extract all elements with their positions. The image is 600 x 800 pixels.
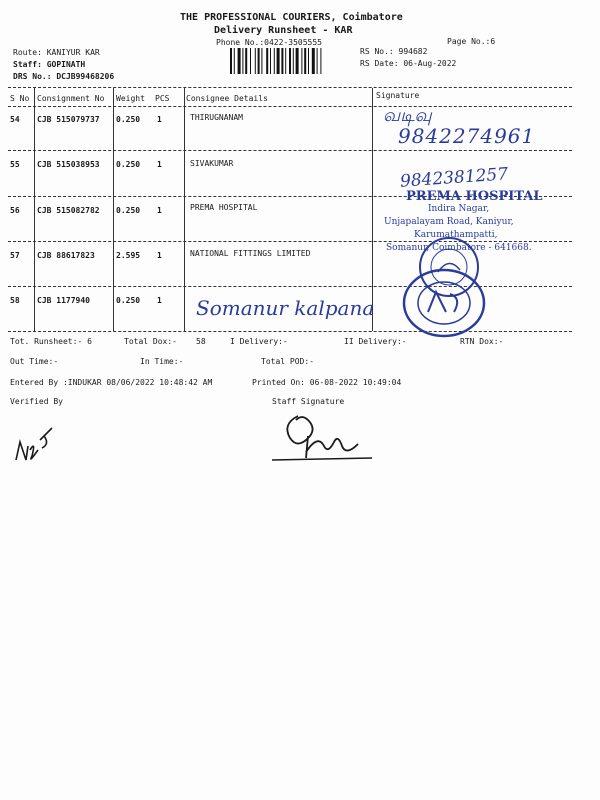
- column-divider: [184, 88, 185, 331]
- barcode-bar: [320, 48, 321, 74]
- row-sno: 57: [10, 251, 20, 260]
- table-bottom-rule: [8, 331, 572, 332]
- total-pod-label: Total POD:-: [261, 357, 314, 366]
- ii-delivery-label: II Delivery:-: [344, 337, 407, 346]
- column-divider: [113, 88, 114, 331]
- column-divider: [372, 88, 373, 331]
- header-consignee: Consignee Details: [186, 94, 268, 103]
- round-seal-icon: [402, 268, 486, 338]
- barcode-bar: [234, 48, 235, 74]
- header-weight: Weight: [116, 94, 145, 103]
- barcode-bar: [245, 48, 247, 74]
- row-pcs: 1: [157, 251, 162, 260]
- row-weight: 0.250: [116, 115, 141, 124]
- handwritten-name: வடிவு: [383, 105, 432, 126]
- barcode-bar: [281, 48, 283, 74]
- row-sno: 54: [10, 115, 20, 124]
- barcode-bar: [250, 48, 251, 74]
- printed-on: Printed On: 06-08-2022 10:49:04: [252, 378, 402, 387]
- handwritten-consignee: Somanur kalpana: [196, 296, 375, 320]
- row-consignment: CJB 515082782: [37, 206, 100, 215]
- row-consignee: THIRUGNANAM: [190, 113, 243, 122]
- stamp-line: Somanur, Coimbatore - 641668.: [386, 243, 532, 253]
- handwritten-phone: 9842274961: [398, 124, 536, 148]
- row-pcs: 1: [157, 115, 162, 124]
- row-sno: 55: [10, 160, 20, 169]
- barcode-bar: [270, 48, 271, 74]
- row-weight: 0.250: [116, 296, 141, 305]
- row-sno: 58: [10, 296, 20, 305]
- document-title: Delivery Runsheet - KAR: [214, 25, 353, 36]
- row-consignment: CJB 88617823: [37, 251, 95, 260]
- barcode-bar: [274, 48, 275, 74]
- header-consignment: Consignment No: [37, 94, 105, 103]
- stamp-hospital-name: PREMA HOSPITAL: [406, 189, 543, 204]
- stamp-line: Karumathampatti,: [414, 230, 498, 240]
- barcode-bar: [277, 48, 280, 74]
- row-consignee: PREMA HOSPITAL: [190, 203, 258, 212]
- staff-signature-label: Staff Signature: [272, 397, 345, 406]
- rtn-dox-label: RTN Dox:-: [460, 337, 504, 346]
- barcode-bar: [242, 48, 243, 74]
- barcode-bar: [317, 48, 318, 74]
- header-pcs: PCS: [155, 94, 170, 103]
- row-consignment: CJB 515079737: [37, 115, 100, 124]
- row-rule: [8, 241, 572, 242]
- in-time-label: In Time:-: [140, 357, 184, 366]
- barcode-bar: [238, 48, 241, 74]
- barcode-bar: [261, 48, 262, 74]
- verifier-signature-icon: [10, 410, 54, 466]
- row-rule: [8, 150, 572, 151]
- barcode: [230, 48, 348, 74]
- entered-by: Entered By :INDUKAR 08/06/2022 10:48:42 AM: [10, 378, 213, 387]
- barcode-bar: [230, 48, 232, 74]
- row-pcs: 1: [157, 160, 162, 169]
- barcode-bar: [289, 48, 291, 74]
- barcode-bar: [285, 48, 286, 74]
- barcode-bar: [296, 48, 299, 74]
- row-weight: 2.595: [116, 251, 141, 260]
- verified-by-label: Verified By: [10, 397, 63, 406]
- drs-number: DRS No.: DCJB99468206: [13, 72, 115, 81]
- total-dox-value: 58: [196, 337, 206, 346]
- barcode-bar: [293, 48, 294, 74]
- out-time-label: Out Time:-: [10, 357, 59, 366]
- row-weight: 0.250: [116, 160, 141, 169]
- phone-number: Phone No.:0422-3505555: [216, 38, 322, 47]
- handwritten-signature: 9842381257: [399, 164, 509, 192]
- staff-label: Staff: GOPINATH: [13, 60, 86, 69]
- row-consignment: CJB 515038953: [37, 160, 100, 169]
- barcode-bar: [312, 48, 315, 74]
- barcode-bar: [301, 48, 302, 74]
- row-consignment: CJB 1177940: [37, 296, 90, 305]
- row-weight: 0.250: [116, 206, 141, 215]
- total-dox-label: Total Dox:-: [124, 337, 177, 346]
- row-pcs: 1: [157, 296, 162, 305]
- row-rule: [8, 286, 572, 287]
- header-signature: Signature: [376, 91, 420, 100]
- stamp-line: Indira Nagar,: [428, 204, 490, 214]
- total-runsheet: Tot. Runsheet:- 6: [10, 337, 92, 346]
- barcode-bar: [308, 48, 309, 74]
- header-bottom-rule: [8, 106, 572, 107]
- i-delivery-label: I Delivery:-: [230, 337, 288, 346]
- page-number: Page No.:6: [447, 37, 496, 46]
- route-label: Route: KANIYUR KAR: [13, 48, 100, 57]
- row-pcs: 1: [157, 206, 162, 215]
- table-top-rule: [8, 87, 572, 88]
- company-name: THE PROFESSIONAL COURIERS, Coimbatore: [180, 12, 403, 23]
- header-sno: S No: [10, 94, 30, 103]
- barcode-bar: [258, 48, 260, 74]
- barcode-bar: [255, 48, 256, 74]
- staff-signature-icon: [268, 406, 378, 464]
- column-divider: [34, 88, 35, 331]
- row-consignee: NATIONAL FITTINGS LIMITED: [190, 249, 311, 258]
- row-sno: 56: [10, 206, 20, 215]
- row-consignee: SIVAKUMAR: [190, 159, 234, 168]
- rs-date: RS Date: 06-Aug-2022: [360, 59, 457, 68]
- stamp-line: Unjapalayam Road, Kaniyur,: [384, 217, 514, 227]
- barcode-bar: [304, 48, 306, 74]
- barcode-bar: [266, 48, 268, 74]
- rs-number: RS No.: 994682: [360, 47, 428, 56]
